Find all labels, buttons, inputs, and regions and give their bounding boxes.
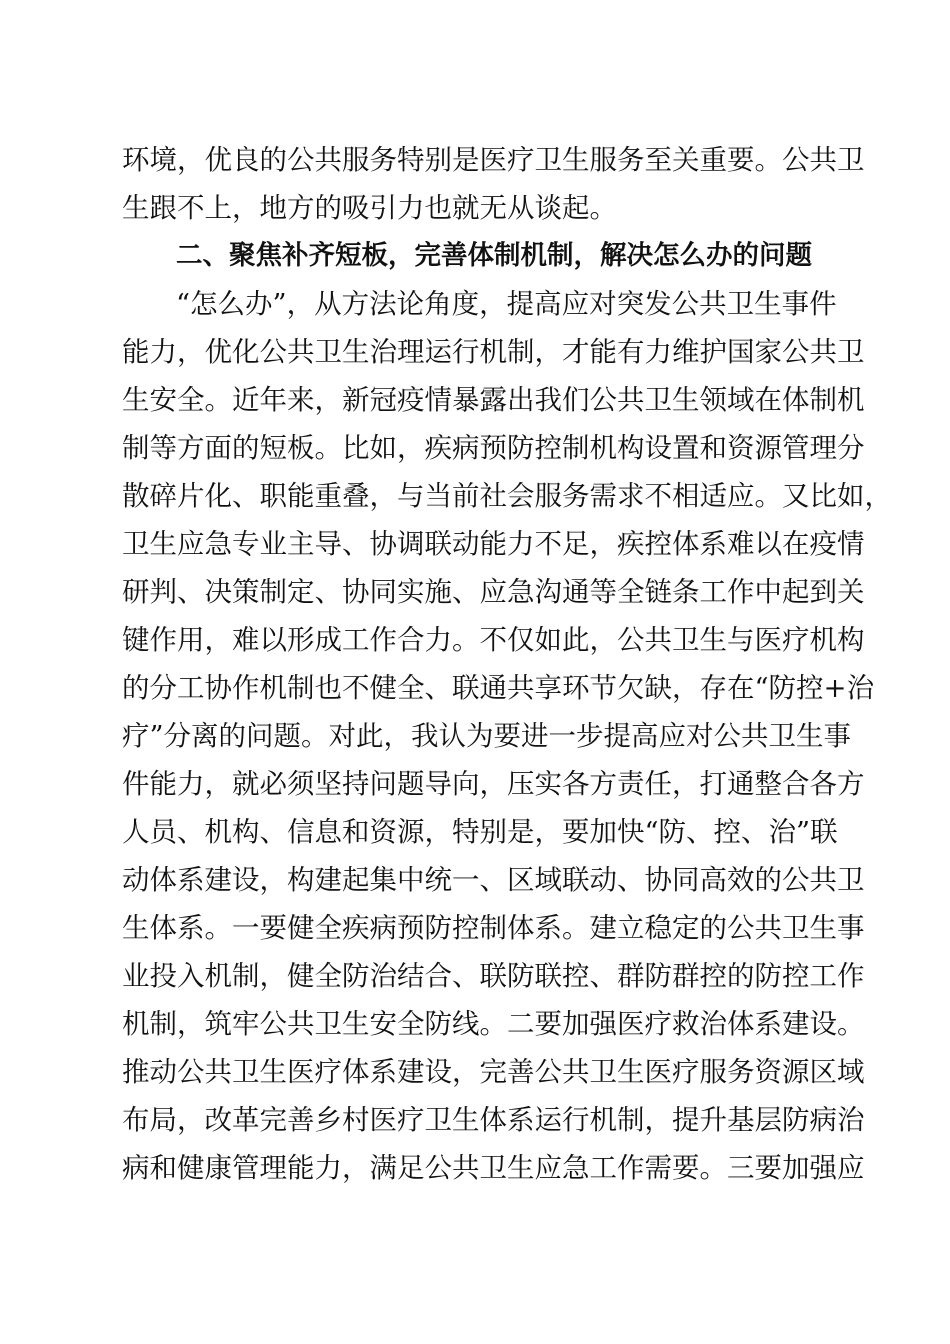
- paragraph2-line-4: 制等方面的短板。比如，疾病预防控制机构设置和资源管理分: [122, 432, 865, 464]
- paragraph2-line-3: 生安全。近年来，新冠疫情暴露出我们公共卫生领域在体制机: [122, 384, 865, 416]
- paragraph1-line-1: 环境，优良的公共服务特别是医疗卫生服务至关重要。公共卫: [122, 144, 865, 176]
- paragraph2-line-9: 的分工协作机制也不健全、联通共享环节欠缺，存在“防控+治: [122, 672, 875, 704]
- paragraph2-line-12: 人员、机构、信息和资源，特别是，要加快“防、控、治”联: [122, 816, 838, 848]
- paragraph2-line-13: 动体系建设，构建起集中统一、区域联动、协同高效的公共卫: [122, 864, 865, 896]
- paragraph2-line-18: 布局，改革完善乡村医疗卫生体系运行机制，提升基层防病治: [122, 1104, 865, 1136]
- paragraph2-line-14: 生体系。一要健全疾病预防控制体系。建立稳定的公共卫生事: [122, 912, 865, 944]
- paragraph2-line-19: 病和健康管理能力，满足公共卫生应急工作需要。三要加强应: [122, 1152, 865, 1184]
- paragraph2-line-17: 推动公共卫生医疗体系建设，完善公共卫生医疗服务资源区域: [122, 1056, 865, 1088]
- paragraph2-line-2: 能力，优化公共卫生治理运行机制，才能有力维护国家公共卫: [122, 336, 865, 368]
- paragraph2-line-1: “怎么办”，从方法论角度，提高应对突发公共卫生事件: [176, 288, 837, 320]
- paragraph2-line-5: 散碎片化、职能重叠，与当前社会服务需求不相适应。又比如，: [122, 480, 892, 512]
- paragraph1-line-2: 生跟不上，地方的吸引力也就无从谈起。: [122, 192, 617, 224]
- paragraph2-line-7: 研判、决策制定、协同实施、应急沟通等全链条工作中起到关: [122, 576, 865, 608]
- paragraph2-line-10: 疗”分离的问题。对此，我认为要进一步提高应对公共卫生事: [122, 720, 852, 752]
- paragraph2-line-6: 卫生应急专业主导、协调联动能力不足，疾控体系难以在疫情: [122, 528, 865, 560]
- section-heading: 二、聚焦补齐短板，完善体制机制，解决怎么办的问题: [176, 240, 812, 271]
- paragraph2-line-11: 件能力，就必须坚持问题导向，压实各方责任，打通整合各方: [122, 768, 865, 800]
- paragraph2-line-15: 业投入机制，健全防治结合、联防联控、群防群控的防控工作: [122, 960, 865, 992]
- paragraph2-line-16: 机制，筑牢公共卫生安全防线。二要加强医疗救治体系建设。: [122, 1008, 865, 1040]
- paragraph2-line-8: 键作用，难以形成工作合力。不仅如此，公共卫生与医疗机构: [122, 624, 865, 656]
